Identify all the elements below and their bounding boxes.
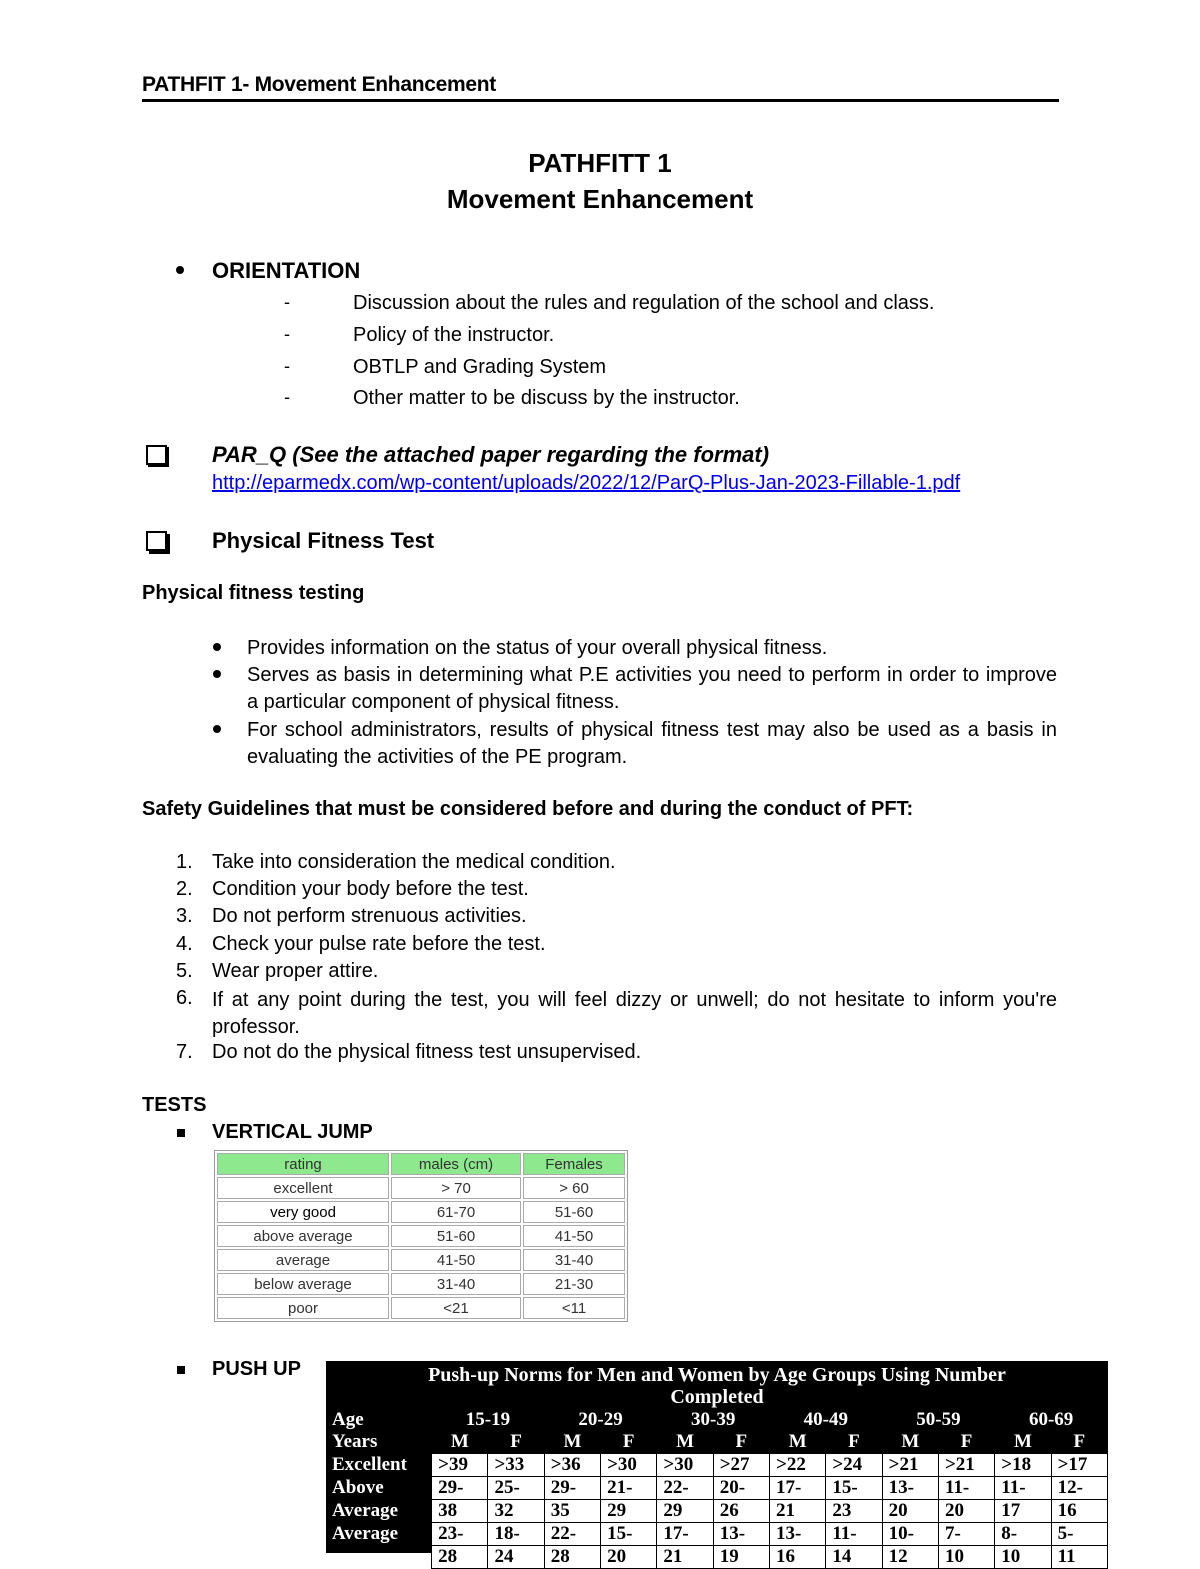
table-cell: average: [217, 1249, 389, 1271]
table-cell: 31-40: [523, 1249, 625, 1271]
table-cell: 17-: [657, 1523, 713, 1546]
table-row: [217, 1225, 625, 1247]
push-up-label: PUSH UP: [212, 1358, 301, 1380]
row-label: Age: [332, 1409, 364, 1430]
table-cell: 13-: [882, 1477, 938, 1500]
safety-item: Wear proper attire.: [212, 960, 379, 982]
sex-header: F: [960, 1431, 973, 1452]
table-cell: 11-: [995, 1477, 1051, 1500]
pft-bullet: For school administrators, results of physical fitness test may also be used as a basis in evaluating the activities of the PE program.: [247, 719, 1057, 768]
tests-heading: TESTS: [142, 1094, 207, 1116]
table-header: males (cm): [391, 1153, 521, 1175]
row-label: Average: [332, 1500, 399, 1521]
table-cell: 5-: [1051, 1523, 1107, 1546]
table-cell: 29: [657, 1500, 713, 1523]
pft-heading: Physical Fitness Test: [212, 528, 435, 553]
list-number: 7.: [176, 1041, 193, 1063]
safety-item: Do not do the physical fitness test unsupervised.: [212, 1041, 642, 1063]
age-group: 60-69: [1028, 1409, 1074, 1430]
table-cell: 31-40: [391, 1273, 521, 1295]
table-cell: 21-30: [523, 1273, 625, 1295]
table-cell: > 60: [523, 1177, 625, 1199]
header-rule: [142, 99, 1059, 102]
age-group: 50-59: [916, 1409, 961, 1430]
table-cell: 18-: [488, 1523, 544, 1546]
sex-header: F: [510, 1431, 522, 1452]
safety-heading: Safety Guidelines that must be considered before and during the conduct of PFT:: [142, 798, 914, 820]
push-up-norms-table: [326, 1361, 1108, 1567]
table-cell: above average: [217, 1225, 389, 1247]
dash-icon: -: [284, 356, 290, 376]
table-row: [217, 1249, 625, 1271]
table-cell: 17: [995, 1500, 1051, 1523]
table-cell: 51-60: [523, 1201, 625, 1223]
table-cell: <11: [523, 1297, 625, 1319]
table-row: [332, 1454, 1108, 1477]
table-cell: 28: [432, 1546, 488, 1569]
safety-item: Take into consideration the medical condition.: [212, 851, 616, 873]
table-cell: 7-: [938, 1523, 994, 1546]
checkbox-icon: [146, 445, 167, 465]
table-cell: 41-50: [391, 1249, 521, 1271]
square-bullet-icon: [177, 1129, 185, 1137]
sex-header: M: [901, 1431, 920, 1452]
table-cell: 14: [826, 1546, 882, 1569]
safety-item: Check your pulse rate before the test.: [212, 933, 546, 955]
push-up-grid: [332, 1409, 1108, 1569]
table-cell: 29: [601, 1500, 657, 1523]
row-label: Average: [332, 1523, 399, 1544]
table-cell: >30: [601, 1454, 657, 1477]
safety-item: Do not perform strenuous activities.: [212, 905, 527, 927]
push-up-title-line1: Push-up Norms for Men and Women by Age Groups Using Number: [428, 1364, 1006, 1386]
push-up-title-line2: Completed: [670, 1386, 764, 1408]
table-cell: 28: [544, 1546, 600, 1569]
list-number: 3.: [176, 905, 193, 927]
table-cell: below average: [217, 1273, 389, 1295]
table-row: [332, 1523, 1108, 1546]
sex-header: M: [450, 1431, 469, 1452]
list-number: 6.: [176, 987, 193, 1009]
sex-header: M: [1013, 1431, 1032, 1452]
table-cell: 26: [713, 1500, 769, 1523]
sex-header: M: [676, 1431, 695, 1452]
bullet-icon: [213, 670, 221, 678]
age-group: 20-29: [578, 1409, 623, 1430]
table-cell: 51-60: [391, 1225, 521, 1247]
dash-icon: -: [284, 292, 290, 312]
table-cell: >24: [826, 1454, 882, 1477]
sex-header: M: [788, 1431, 807, 1452]
bullet-icon: [213, 643, 221, 651]
table-cell: >21: [938, 1454, 994, 1477]
table-cell: 15-: [826, 1477, 882, 1500]
age-group: 40-49: [803, 1409, 848, 1430]
table-cell: >27: [713, 1454, 769, 1477]
bullet-icon: [213, 725, 221, 733]
table-cell: poor: [217, 1297, 389, 1319]
bullet-icon: [176, 266, 184, 274]
row-label: [332, 1546, 432, 1569]
table-cell: >21: [882, 1454, 938, 1477]
pft-bullet: Provides information on the status of your overall physical fitness.: [247, 637, 828, 659]
table-cell: 17-: [770, 1477, 826, 1500]
table-cell: > 70: [391, 1177, 521, 1199]
table-cell: 29-: [544, 1477, 600, 1500]
table-cell: 38: [432, 1500, 488, 1523]
table-cell: 16: [770, 1546, 826, 1569]
table-cell: 22-: [544, 1523, 600, 1546]
age-group: 15-19: [465, 1409, 511, 1430]
sex-header: F: [848, 1431, 860, 1452]
table-cell: 10: [938, 1546, 994, 1569]
table-cell: very good: [217, 1201, 389, 1223]
table-row: [332, 1500, 1108, 1523]
orientation-item: Policy of the instructor.: [353, 324, 555, 346]
table-cell: 20: [601, 1546, 657, 1569]
table-row: [332, 1546, 1108, 1569]
table-cell: 10-: [882, 1523, 938, 1546]
table-cell: 12-: [1051, 1477, 1107, 1500]
table-cell: 11-: [826, 1523, 882, 1546]
orientation-item: Discussion about the rules and regulation of the school and class.: [353, 292, 935, 314]
pft-bullet: Serves as basis in determining what P.E activities you need to perform in order to improve a particular component of physical fitness.: [247, 664, 1057, 713]
safety-item: Condition your body before the test.: [212, 878, 529, 900]
table-cell: >33: [488, 1454, 544, 1477]
dash-icon: -: [284, 387, 290, 407]
sex-header: F: [622, 1431, 635, 1452]
table-cell: 21: [770, 1500, 826, 1523]
table-cell: >18: [995, 1454, 1051, 1477]
list-number: 1.: [176, 851, 193, 873]
table-row: [217, 1201, 625, 1223]
list-number: 5.: [176, 960, 193, 982]
table-cell: 8-: [995, 1523, 1051, 1546]
sex-header: F: [735, 1431, 748, 1452]
list-number: 4.: [176, 933, 193, 955]
table-header: Females: [523, 1153, 625, 1175]
table-cell: 11: [1051, 1546, 1107, 1569]
row-label: Excellent: [332, 1454, 407, 1475]
table-cell: 19: [713, 1546, 769, 1569]
table-row: [217, 1297, 625, 1319]
table-cell: 32: [488, 1500, 544, 1523]
page-title: PATHFITT 1: [528, 148, 672, 178]
table-cell: 20: [938, 1500, 994, 1523]
table-cell: >22: [770, 1454, 826, 1477]
table-cell: 10: [995, 1546, 1051, 1569]
pft-subheading: Physical fitness testing: [142, 582, 365, 604]
table-cell: 25-: [488, 1477, 544, 1500]
table-cell: 20-: [713, 1477, 769, 1500]
table-cell: 15-: [601, 1523, 657, 1546]
row-label: Above: [332, 1477, 384, 1498]
table-cell: 61-70: [391, 1201, 521, 1223]
table-cell: 29-: [432, 1477, 488, 1500]
list-number: 2.: [176, 878, 193, 900]
parq-link[interactable]: http://eparmedx.com/wp-content/uploads/2022/12/ParQ-Plus-Jan-2023-Fillable-1.pdf: [212, 472, 961, 494]
row-label: Years: [332, 1431, 378, 1453]
push-up-table-title: [326, 1361, 1108, 1408]
table-row: [332, 1477, 1108, 1500]
vertical-jump-table: [214, 1150, 628, 1322]
table-cell: 21: [657, 1546, 713, 1569]
table-row: [217, 1273, 625, 1295]
vertical-jump-label: VERTICAL JUMP: [212, 1121, 373, 1143]
age-group: 30-39: [691, 1409, 736, 1430]
table-row: [332, 1409, 1108, 1431]
table-cell: 35: [544, 1500, 600, 1523]
table-cell: 13-: [713, 1523, 769, 1546]
square-bullet-icon: [177, 1366, 185, 1374]
sex-header: F: [1073, 1431, 1086, 1452]
checkbox-icon: [146, 531, 167, 551]
table-cell: >17: [1051, 1454, 1107, 1477]
safety-item: If at any point during the test, you will feel dizzy or unwell; do not hesitate to inform you're professor.: [212, 989, 1057, 1038]
table-cell: <21: [391, 1297, 521, 1319]
orientation-item: Other matter to be discuss by the instructor.: [353, 387, 740, 409]
table-cell: 41-50: [523, 1225, 625, 1247]
table-cell: 24: [488, 1546, 544, 1569]
table-cell: 11-: [938, 1477, 994, 1500]
table-cell: excellent: [217, 1177, 389, 1199]
table-cell: 20: [882, 1500, 938, 1523]
table-cell: 23-: [432, 1523, 488, 1546]
table-cell: >39: [432, 1454, 488, 1477]
table-cell: 23: [826, 1500, 882, 1523]
dash-icon: -: [284, 324, 290, 344]
table-cell: 13-: [770, 1523, 826, 1546]
table-cell: >36: [544, 1454, 600, 1477]
parq-heading: PAR_Q (See the attached paper regarding the format): [212, 442, 770, 467]
table-cell: 22-: [657, 1477, 713, 1500]
table-cell: 16: [1051, 1500, 1107, 1523]
orientation-heading: ORIENTATION: [212, 258, 361, 283]
table-header: rating: [217, 1153, 389, 1175]
table-cell: 12: [882, 1546, 938, 1569]
table-row: [332, 1431, 1108, 1454]
table-row: [217, 1177, 625, 1199]
document-header: PATHFIT 1- Movement Enhancement: [142, 73, 496, 96]
orientation-item: OBTLP and Grading System: [353, 356, 607, 378]
sex-header: M: [563, 1431, 582, 1452]
page-subtitle: Movement Enhancement: [446, 184, 754, 214]
table-cell: 21-: [601, 1477, 657, 1500]
table-cell: >30: [657, 1454, 713, 1477]
